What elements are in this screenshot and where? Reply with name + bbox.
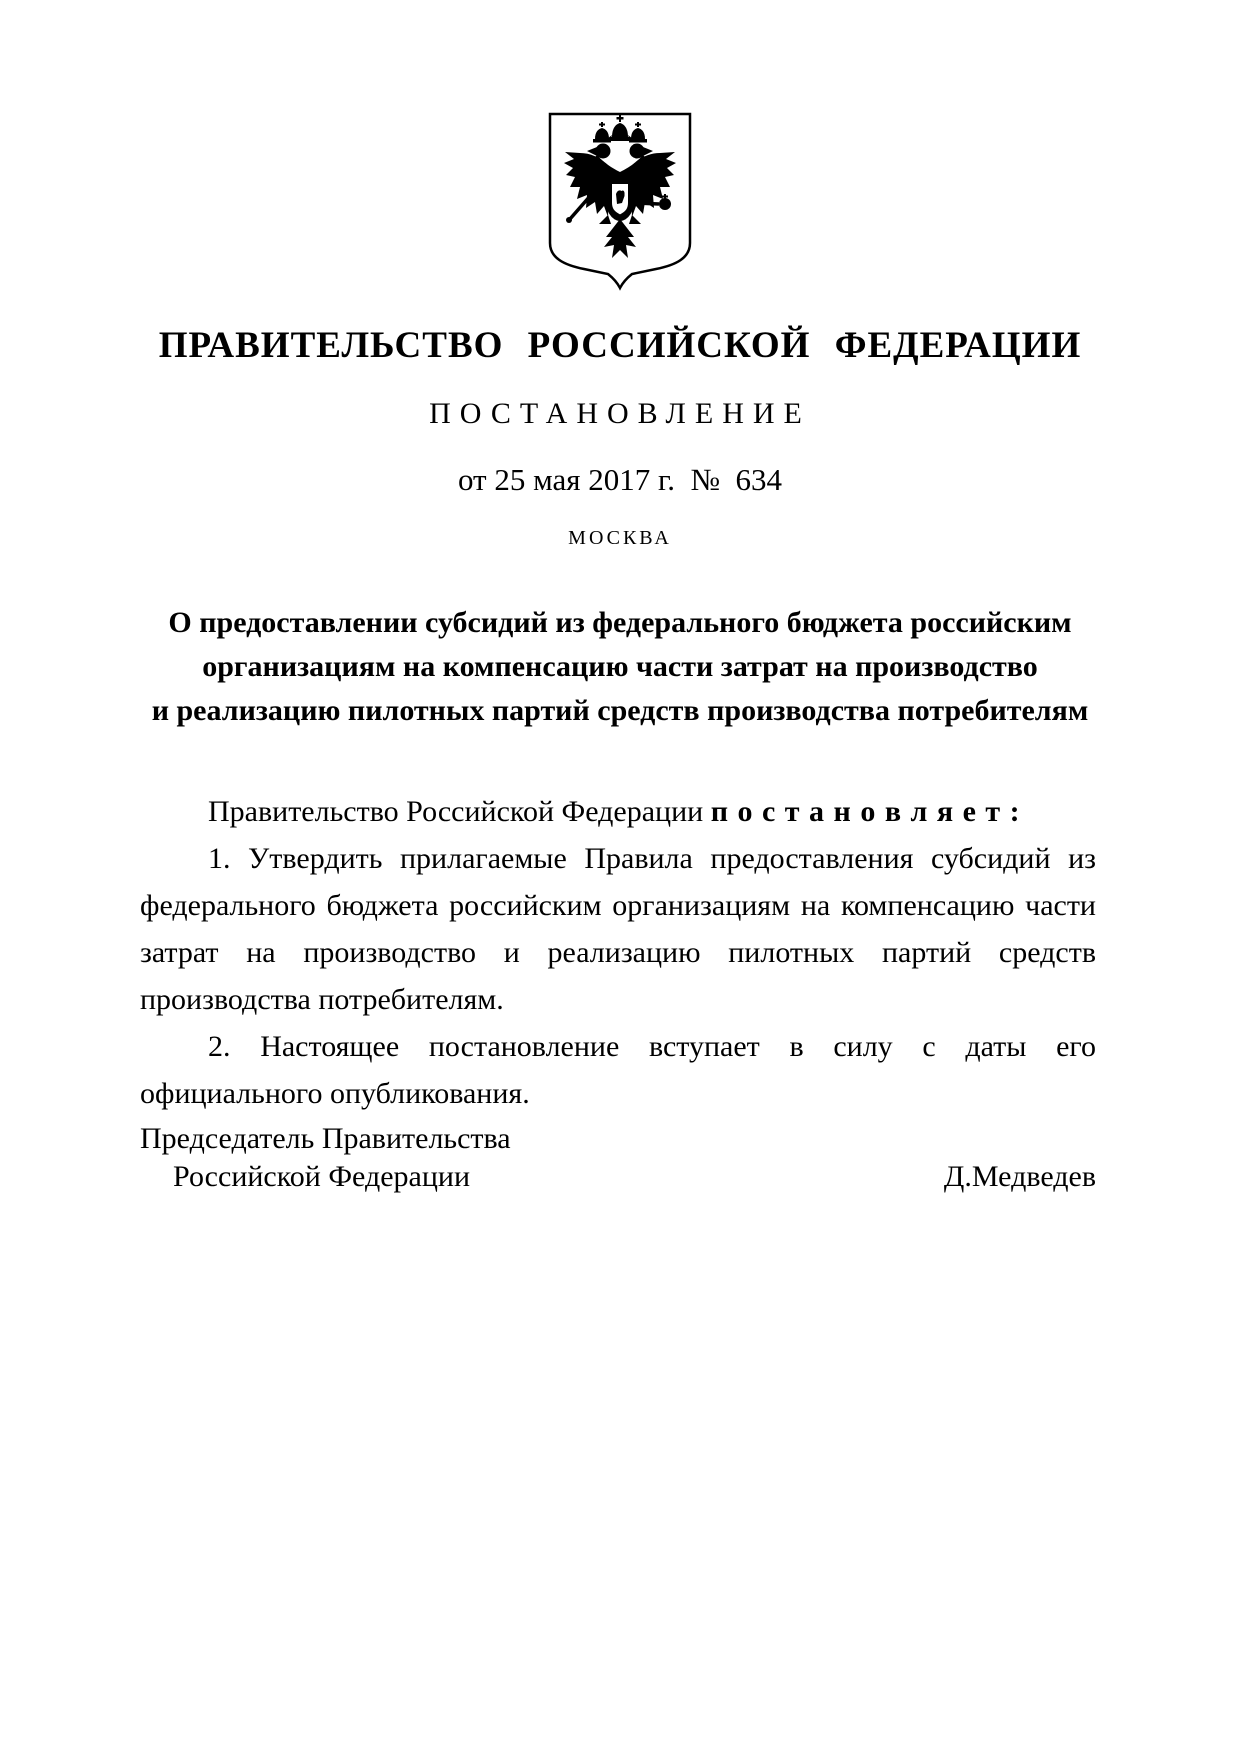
- signer-position-line1: Председатель Правительства: [140, 1122, 511, 1155]
- signature-block: [140, 1120, 1096, 1196]
- signer-name: Д.Медведев: [943, 1160, 1096, 1193]
- decree-item-1: 1. Утвердить прилагаемые Правила предоставления субсидий из федерального бюджета российским организациям на компенсацию части затрат на производство и реализацию пилотных партий средств производства потребителям.: [140, 842, 1096, 1016]
- subject-heading: [0, 601, 1240, 733]
- coat-of-arms-icon: [546, 111, 694, 291]
- decree-body: [140, 788, 1096, 1117]
- preamble: [140, 788, 1096, 835]
- subject-line: О предоставлении субсидий из федерального бюджета российским: [168, 606, 1072, 639]
- decree-item-2: 2. Настоящее постановление вступает в силу с даты его официального опубликования.: [140, 1030, 1096, 1110]
- subject-line: и реализацию пилотных партий средств производства потребителям: [151, 694, 1089, 727]
- preamble-resolves-text: п о с т а н о в л я е т :: [710, 795, 1021, 828]
- subject-line: организациям на компенсацию части затрат на производство: [202, 650, 1038, 683]
- signer-position-line2: Российской Федерации: [173, 1160, 471, 1193]
- document-type-title: ПОСТАНОВЛЕНИЕ: [429, 397, 811, 430]
- organization-title: ПРАВИТЕЛЬСТВО РОССИЙСКОЙ ФЕДЕРАЦИИ: [158, 325, 1082, 366]
- date-and-number-line: от 25 мая 2017 г. № 634: [457, 462, 783, 497]
- preamble-text: Правительство Российской Федерации: [208, 795, 711, 828]
- city-label: МОСКВА: [568, 527, 672, 549]
